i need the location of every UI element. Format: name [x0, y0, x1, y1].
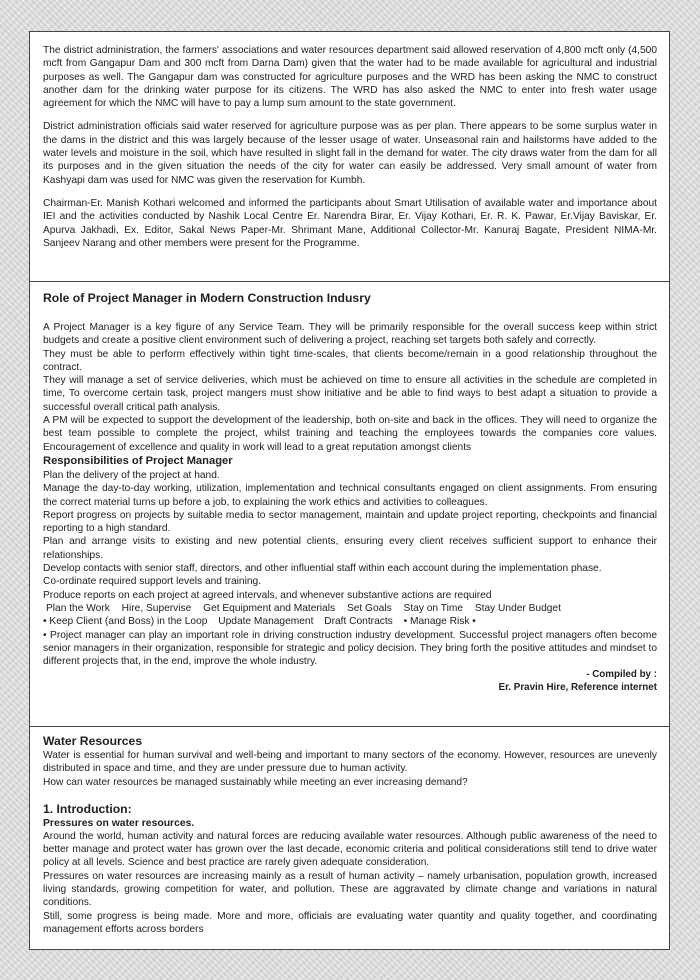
- list-item: Develop contacts with senior staff, directors, and other influential staff within each account during the implementation phase.: [43, 563, 602, 575]
- list-item: Plan the delivery of the project at hand.: [43, 469, 220, 481]
- closing-paragraph: • Project manager can play an important role in driving construction industry development. Successful project managers often become senior managers in their organization, responsible for strategic and policy decision. They bring forth the positive attitudes and mindset to different projects that, in the end, improve the whole industry.: [43, 629, 657, 668]
- list-item: Plan and arrange visits to existing and new potential clients, ensuring every client receives sufficient support to enhance their relationships.: [43, 536, 657, 561]
- task-label: Stay on Time: [403, 602, 463, 614]
- paragraph: A PM will be expected to support the development of the leadership, both on-site and back in the offices. They will need to organize the best team possible to complete the project, whilst training and teaching the employees towards the companies core values. Encouragement of excellence and quality in work will lead to a great reputation amongst clients: [43, 415, 657, 453]
- bullet-label: • Manage Risk •: [403, 616, 476, 628]
- water-resources-section: [30, 733, 669, 936]
- paragraph: Still, some progress is being made. More and more, officials are evaluating water quantity and quality together, and coordinating management efforts across borders: [43, 910, 657, 935]
- introduction-heading: 1. Introduction:: [43, 801, 132, 816]
- task-row: [43, 602, 657, 615]
- task-label: Hire, Supervise: [121, 602, 192, 614]
- paragraph: Water is essential for human survival and well-being and important to many sectors of the economy. However, resources are unevenly distributed in space and time, and they are under pressure due to human activity.: [43, 750, 657, 775]
- project-manager-section: [30, 290, 669, 694]
- section-divider: [30, 281, 669, 282]
- list-item: Produce reports on each project at agreed intervals, and whenever substantive actions are required: [43, 589, 492, 601]
- author-credit: Er. Pravin Hire, Reference internet: [498, 682, 657, 694]
- paragraph: They must be able to perform effectively within tight time-scales, that clients become/remain in a good relationship throughout the contract.: [43, 348, 657, 373]
- paragraph: Chairman-Er. Manish Kothari welcomed and informed the participants about Smart Utilisation of available water and importance about IEI and the activities conducted by Nashik Local Centre Er. Narendra Birar, Er. Vijay Kothari, Er. R. K. Pawar, Er.Vijay Baviskar, Er. Apurva Jakhadi, Ex. Editor, Sakal News Paper-Mr. Shrimant Mane, Additional Collector-Mr. Kanuraj Bagate, President NIMA-Mr. Sanjeev Narang and other members were present for the Programme.: [43, 197, 657, 249]
- paragraph: Around the world, human activity and natural forces are reducing available water resources. Although public awareness of the need to better manage and protect water has grown over the last decade, economic criteria and political considerations still tend to drive water policy at all levels. Science and best practice are rarely given adequate consideration.: [43, 830, 657, 869]
- task-label: Get Equipment and Materials: [203, 602, 336, 614]
- task-label: Set Goals: [346, 602, 392, 614]
- responsibilities-heading: Responsibilities of Project Manager: [43, 454, 233, 467]
- paragraph: District administration officials said water reserved for agriculture purpose was as per plan. There appears to be some surplus water in the dams in the district and this was largely because of the lesser usage of water. Unseasonal rain and hailstorms have added to the water levels and moisture in the soil, which have resulted in slight fall in the demand for water. The city draws water from the dam for all its purposes and in the given situation the needs of the city for water can easily be addressed. Very small amount of water from Kashyapi dam was used for NMC was given the reservation for Kumbh.: [43, 121, 657, 186]
- bullet-label: Draft Contracts: [324, 616, 393, 628]
- task-label: Stay Under Budget: [474, 602, 561, 614]
- bullet-row: [43, 615, 657, 628]
- section-title: Role of Project Manager in Modern Construction Indusry: [43, 291, 371, 305]
- paragraph: A Project Manager is a key figure of any Service Team. They will be primarily responsible for the overall success keep within strict budgets and create a positive client environment such of delivering a project, reaching set targets both safely and correctly.: [43, 322, 657, 347]
- list-item: Manage the day-to-day working, utilization, implementation and technical consultants engaged on client assignments. From ensuring the correct material turns up before a job, to explaining the work ethics and activities to colleagues.: [43, 483, 657, 508]
- task-label: Plan the Work: [46, 602, 110, 614]
- paragraph: How can water resources be managed sustainably while meeting an ever increasing demand?: [43, 776, 468, 788]
- paragraph: They will manage a set of service deliveries, which must be achieved on time to ensure all activities in the schedule are completed in time, To overcome certain task, project mangers must show initiative and be able to find ways to best adapt a situation to provide a successful overall critical path analysis.: [43, 375, 657, 413]
- water-reservation-section: [30, 44, 669, 250]
- bullet-label: Update Management: [218, 616, 314, 628]
- list-item: Report progress on projects by suitable media to sector management, maintain and update project reporting, checkpoints and financial reporting to a high standard.: [43, 509, 657, 535]
- subheading: Pressures on water resources.: [43, 817, 195, 829]
- article-page: [29, 31, 670, 950]
- compiled-by: - Compiled by :: [586, 669, 657, 681]
- section-title: Water Resources: [43, 734, 143, 748]
- paragraph: The district administration, the farmers' associations and water resources department said allowed reservation of 4,800 mcft only (4,500 mcft from Gangapur Dam and 300 mcft from Darna Dam) given that the water had to be made available for agricultural and industrial purposes as well. The Gangapur dam was constructed for agriculture purposes and the WRD has been asking the NMC to construct another dam for the drinking water purpose for its citizens. The WRD has also asked the NMC to enter into fresh water usage agreement for which the NMC will have to pay a lump sum amount to the state government.: [43, 45, 657, 110]
- section-divider: [30, 726, 669, 727]
- bullet-label: • Keep Client (and Boss) in the Loop: [43, 616, 208, 628]
- list-item: Co-ordinate required support levels and training.: [43, 576, 262, 588]
- paragraph: Pressures on water resources are increasing mainly as a result of human activity – namely urbanisation, population growth, increased living standards, growing competition for water, and pollution. These are aggravated by climate change and variations in natural conditions.: [43, 870, 657, 909]
